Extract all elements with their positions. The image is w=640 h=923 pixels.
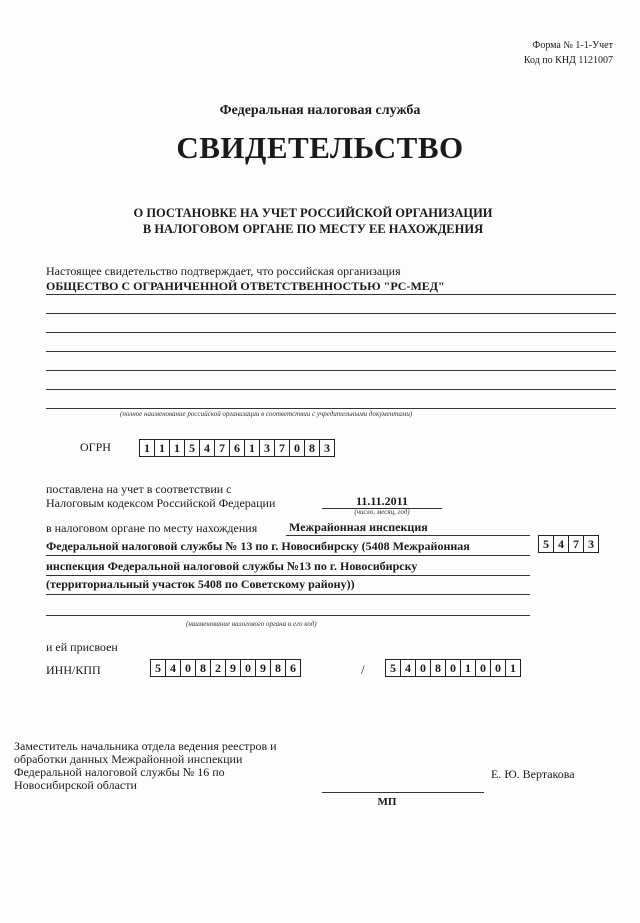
organization-line bbox=[46, 313, 616, 314]
digit-box: 6 bbox=[290, 661, 296, 675]
digit-box: 0 bbox=[416, 660, 431, 676]
knd-code: Код по КНД 1121007 bbox=[523, 55, 613, 66]
position-line-3: Федеральной налоговой службы № 16 по bbox=[14, 765, 225, 779]
signatory-name: Е. Ю. Вертакова bbox=[491, 767, 575, 781]
digit-box: 8 bbox=[196, 660, 211, 676]
digit-box: 4 bbox=[401, 660, 416, 676]
digit-box: 1 bbox=[461, 660, 476, 676]
authority-line-2: Федеральной налоговой службы № 13 по г. Новосибирску (5408 Межрайонная bbox=[46, 539, 470, 553]
authority-line bbox=[46, 615, 530, 616]
authority-caption: (наименование налогового органа и его код) bbox=[186, 620, 317, 628]
service-name: Федеральная налоговая служба bbox=[219, 103, 421, 118]
authority-line bbox=[46, 555, 530, 556]
digit-box: 1 bbox=[510, 661, 516, 675]
authority-line-3: инспекция Федеральной налоговой службы №13 по г. Новосибирску bbox=[46, 559, 418, 573]
digit-box: 5 bbox=[185, 440, 200, 456]
inn-boxes bbox=[150, 659, 301, 677]
stamp-label: МП bbox=[377, 796, 397, 808]
signature-line bbox=[322, 792, 484, 793]
organization-line bbox=[46, 294, 616, 295]
organization-intro: Настоящее свидетельство подтверждает, что российская организация bbox=[46, 264, 401, 278]
position-line-1: Заместитель начальника отдела ведения реестров и bbox=[14, 739, 277, 753]
organization-line bbox=[46, 408, 616, 409]
organization-line bbox=[46, 370, 616, 371]
authority-intro: в налоговом органе по месту нахождения bbox=[46, 521, 258, 535]
digit-box: 2 bbox=[211, 660, 226, 676]
position-line-2: обработки данных Межрайонной инспекции bbox=[14, 752, 243, 766]
digit-box: 5 bbox=[386, 660, 401, 676]
page-title: СВИДЕТЕЛЬСТВО bbox=[176, 130, 464, 165]
organization-line bbox=[46, 389, 616, 390]
digit-box: 0 bbox=[491, 660, 506, 676]
form-number: Форма № 1-1-Учет bbox=[532, 40, 613, 51]
digit-box: 9 bbox=[226, 660, 241, 676]
organization-line bbox=[46, 332, 616, 333]
authority-line bbox=[286, 535, 530, 536]
date-caption: (число, месяц, год) bbox=[354, 508, 410, 516]
digit-box: 7 bbox=[275, 440, 290, 456]
digit-box: 7 bbox=[569, 536, 584, 552]
authority-line bbox=[46, 594, 530, 595]
assigned-label: и ей присвоен bbox=[46, 640, 118, 654]
organization-name: ОБЩЕСТВО С ОГРАНИЧЕННОЙ ОТВЕТСТВЕННОСТЬЮ "РС-МЕД" bbox=[46, 279, 445, 293]
authority-part-1: Межрайонная инспекция bbox=[289, 520, 428, 534]
inn-kpp-separator: / bbox=[361, 662, 365, 677]
kpp-boxes bbox=[385, 659, 521, 677]
authority-line-4: (территориальный участок 5408 по Советскому району)) bbox=[46, 577, 355, 591]
digit-box: 0 bbox=[446, 660, 461, 676]
digit-box: 8 bbox=[305, 440, 320, 456]
inn-kpp-label: ИНН/КПП bbox=[46, 663, 101, 677]
subtitle-line-2: В НАЛОГОВОМ ОРГАНЕ ПО МЕСТУ ЕЕ НАХОЖДЕНИЯ bbox=[142, 222, 484, 236]
organization-line bbox=[46, 351, 616, 352]
digit-box: 4 bbox=[554, 536, 569, 552]
digit-box: 3 bbox=[324, 441, 330, 455]
digit-box: 1 bbox=[245, 440, 260, 456]
digit-box: 4 bbox=[200, 440, 215, 456]
digit-box: 0 bbox=[290, 440, 305, 456]
subtitle-line-1: О ПОСТАНОВКЕ НА УЧЕТ РОССИЙСКОЙ ОРГАНИЗАЦИИ bbox=[133, 206, 493, 220]
digit-box: 5 bbox=[539, 536, 554, 552]
digit-box: 5 bbox=[151, 660, 166, 676]
digit-box: 8 bbox=[431, 660, 446, 676]
registration-date: 11.11.2011 bbox=[355, 494, 408, 508]
digit-box: 8 bbox=[271, 660, 286, 676]
digit-box: 1 bbox=[140, 440, 155, 456]
authority-line bbox=[46, 575, 530, 576]
digit-box: 9 bbox=[256, 660, 271, 676]
digit-box: 0 bbox=[241, 660, 256, 676]
digit-box: 0 bbox=[181, 660, 196, 676]
ogrn-boxes bbox=[139, 439, 335, 457]
digit-box: 1 bbox=[155, 440, 170, 456]
position-line-4: Новосибирской области bbox=[14, 778, 137, 792]
digit-box: 3 bbox=[588, 537, 594, 551]
registration-line-2: Налоговым кодексом Российской Федерации bbox=[46, 496, 276, 510]
registration-line-1: поставлена на учет в соответствии с bbox=[46, 482, 232, 496]
digit-box: 7 bbox=[215, 440, 230, 456]
digit-box: 0 bbox=[476, 660, 491, 676]
organization-caption: (полное наименование российской организации в соответствии с учредительными документами) bbox=[120, 410, 413, 418]
ogrn-label: ОГРН bbox=[80, 440, 111, 454]
authority-code-boxes bbox=[538, 535, 599, 553]
digit-box: 1 bbox=[170, 440, 185, 456]
digit-box: 3 bbox=[260, 440, 275, 456]
digit-box: 6 bbox=[230, 440, 245, 456]
digit-box: 4 bbox=[166, 660, 181, 676]
